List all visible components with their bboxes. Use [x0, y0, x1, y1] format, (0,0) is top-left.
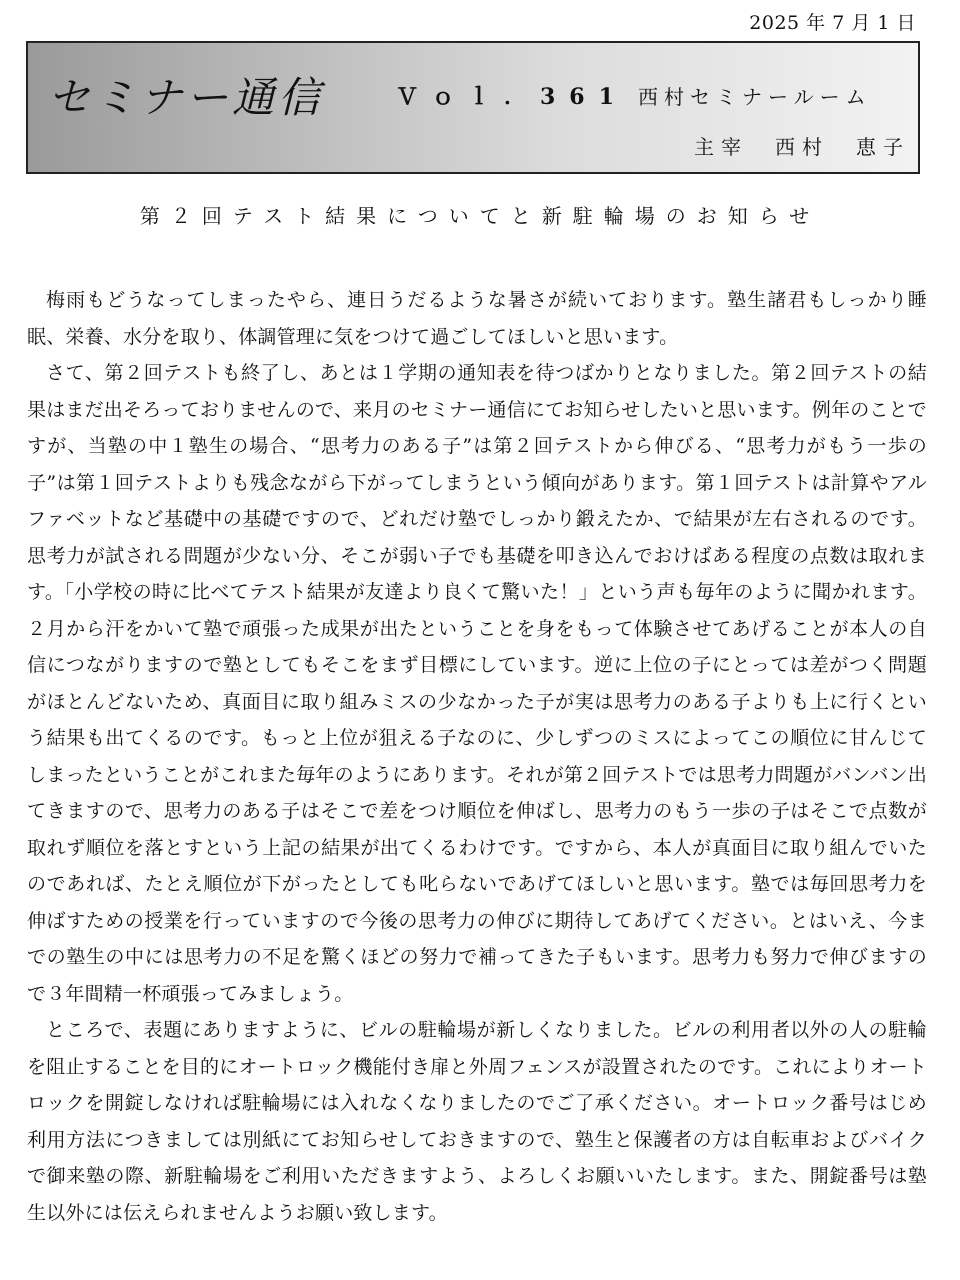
- paragraph: ところで、表題にありますように、ビルの駐輪場が新しくなりました。ビルの利用者以外の人の駐輪を阻止することを目的にオートロック機能付き扉と外周フェンスが設置されたのです。これによりオートロックを開錠しなければ駐輪場には入れなくなりましたのでご了承ください。オートロック番号はじめ利用方法につきましては別紙にてお知らせしておきますので、塾生と保護者の方は自転車およびバイクで御来塾の際、新駐輪場をご利用いただきますよう、よろしくお願いいたします。また、開錠番号は塾生以外には伝えられませんようお願い致します。: [27, 1019, 927, 1224]
- newsletter-title: セミナー通信: [48, 73, 325, 122]
- letter-body: [27, 282, 927, 1231]
- paragraph: 梅雨もどうなってしまったやら、連日うだるような暑さが続いております。塾生諸君もしっかり睡眠、栄養、水分を取り、体調管理に気をつけて過ごしてほしいと思います。: [27, 289, 927, 348]
- volume-number: Ｖｏｌ．361: [396, 84, 628, 110]
- host-name: 主宰 西村 恵子: [694, 135, 910, 159]
- organization-name: 西村セミナールーム: [638, 85, 872, 109]
- issue-date: 2025 年 7 月 1 日: [749, 12, 916, 34]
- paragraph: さて、第２回テストも終了し、あとは１学期の通知表を待つばかりとなりました。第２回テストの結果はまだ出そろっておりませんので、来月のセミナー通信にてお知らせしたいと思います。例年のことですが、当塾の中１塾生の場合、“思考力のある子”は第２回テストから伸びる、“思考力がもう一歩の子”は第１回テストよりも残念ながら下がってしまうという傾向があります。第１回テストは計算やアルファベットなど基礎中の基礎ですので、どれだけ塾でしっかり鍛えたか、で結果が左右されるのです。思考力が試される問題が少ない分、そこが弱い子でも基礎を叩き込んでおけばある程度の点数は取れます。「小学校の時に比べてテスト結果が友達より良くて驚いた！」という声も毎年のように聞かれます。２月から汗をかいて塾で頑張った成果が出たということを身をもって体験させてあげることが本人の自信につながりますので塾としてもそこをまず目標にしています。逆に上位の子にとっては差がつく問題がほとんどないため、真面目に取り組みミスの少なかった子が実は思考力のある子よりも上に行くという結果も出てくるのです。もっと上位が狙える子なのに、少しずつのミスによってこの順位に甘んじてしまったということがこれまた毎年のようにあります。それが第２回テストでは思考力問題がバンバン出てきますので、思考力のある子はそこで差をつけ順位を伸ばし、思考力のもう一歩の子はそこで点数が取れず順位を落とすという上記の結果が出てくるわけです。ですから、本人が真面目に取り組んでいたのであれば、たとえ順位が下がったとしても叱らないであげてほしいと思います。塾では毎回思考力を伸ばすための授業を行っていますので今後の思考力の伸びに期待してあげてください。とはいえ、今までの塾生の中には思考力の不足を驚くほどの努力で補ってきた子もいます。思考力も努力で伸びますので３年間精一杯頑張ってみましょう。: [27, 362, 927, 1005]
- newsletter-header: [26, 41, 920, 174]
- subject-heading: 第２回テスト結果についてと新駐輪場のお知らせ: [139, 204, 821, 228]
